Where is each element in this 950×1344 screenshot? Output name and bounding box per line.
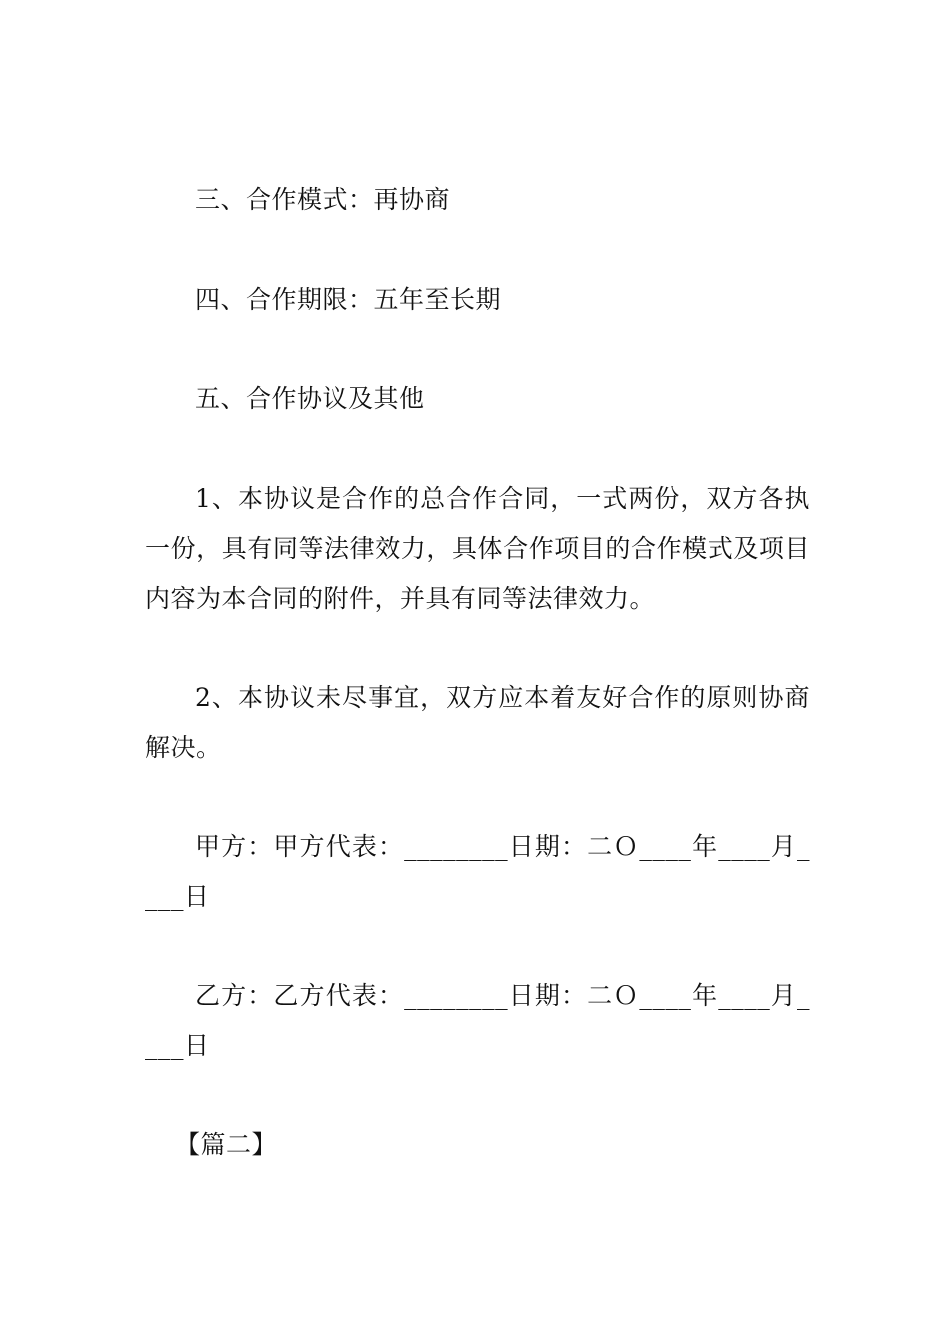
section-cooperation-term: 四、合作期限：五年至长期 [195,285,502,314]
section-agreement-other: 五、合作协议及其他 [195,384,425,413]
part-two-heading: 【篇二】 [175,1130,278,1159]
party-b-signature: 乙方：乙方代表：________日期：二Ｏ____年____月____日 [145,981,810,1060]
section-cooperation-mode: 三、合作模式：再协商 [195,185,451,214]
clause-two: 2、本协议未尽事宜，双方应本着友好合作的原则协商解决。 [145,683,810,762]
party-a-signature: 甲方：甲方代表：________日期：二Ｏ____年____月____日 [145,832,810,911]
clause-one: 1、本协议是合作的总合作合同，一式两份，双方各执一份，具有同等法律效力，具体合作项目的合作模式及项目内容为本合同的附件，并具有同等法律效力。 [145,484,810,613]
